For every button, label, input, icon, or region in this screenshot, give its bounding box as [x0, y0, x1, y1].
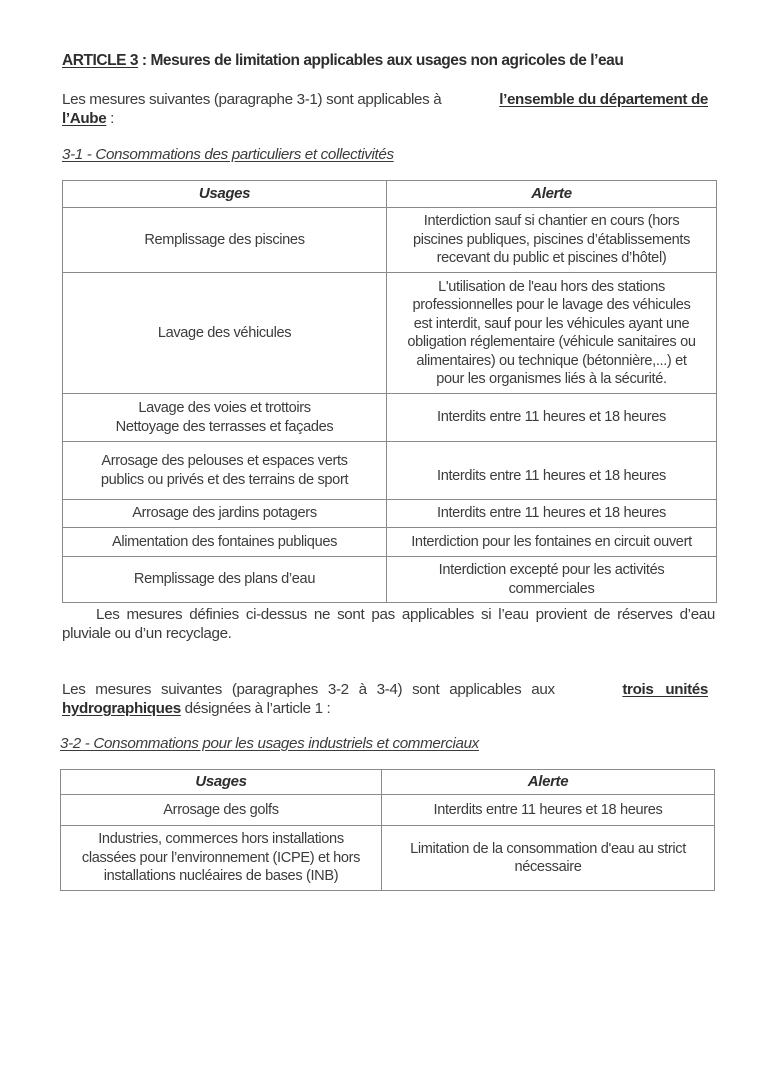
table-row	[61, 795, 715, 826]
table-row	[63, 557, 717, 603]
intro2-text-after: désignées à l’article 1 :	[180, 700, 331, 717]
alerte-text: obligation réglementaire (véhicule sanitaires ou	[407, 334, 696, 350]
table-header-row	[63, 181, 717, 208]
usage-text: classées pour l’environnement (ICPE) et hors	[81, 849, 361, 866]
table-row	[63, 394, 717, 442]
usage-text: publics ou privés et des terrains de sport	[100, 471, 349, 488]
intro1-text: Les mesures suivantes (paragraphe 3-1) sont applicables à	[62, 91, 442, 108]
intro1-emphasis-1: l’ensemble du département de	[499, 91, 708, 108]
intro1-text-after: :	[106, 110, 115, 127]
table-header-row	[61, 770, 715, 795]
intro2-text: Les mesures suivantes (paragraphes 3-2 à 3-4) sont applicables aux	[62, 681, 555, 698]
table-3-2	[60, 769, 715, 891]
usage-cell	[63, 442, 387, 500]
usage-cell	[63, 273, 387, 394]
table-row	[61, 826, 715, 891]
alerte-text: Limitation de la consommation d'eau au strict	[410, 840, 686, 857]
usage-cell	[63, 557, 387, 603]
alerte-text: commerciales	[508, 580, 595, 597]
alerte-cell	[387, 208, 717, 273]
usage-text: Industries, commerces hors installations	[98, 831, 344, 848]
article-title: : Mesures de limitation applicables aux usages non agricoles de l’eau	[138, 52, 624, 69]
usage-cell	[61, 826, 382, 891]
table-row	[63, 500, 717, 528]
alerte-text: pour les organismes liés à la sécurité.	[436, 371, 667, 387]
alerte-text: nécessaire	[514, 859, 582, 875]
intro1-emphasis-2: l’Aube	[62, 110, 107, 127]
usage-text: Arrosage des jardins potagers	[132, 505, 317, 522]
usage-text: Arrosage des pelouses et espaces verts	[101, 453, 348, 469]
usage-text: Lavage des véhicules	[157, 324, 292, 341]
usage-cell	[63, 528, 387, 557]
usage-text: Lavage des voies et trottoirs	[138, 400, 311, 416]
alerte-cell	[387, 442, 717, 500]
usage-text: Alimentation des fontaines publiques	[111, 533, 338, 550]
alerte-text: recevant du public et piscines d’hôtel)	[436, 250, 667, 267]
intro-paragraph-1	[62, 90, 708, 128]
usage-cell	[63, 394, 387, 442]
section-3-1-title: 3-1 - Consommations des particuliers et collectivités	[62, 146, 394, 163]
alerte-cell	[387, 273, 717, 394]
usage-text: Remplissage des piscines	[144, 231, 305, 248]
alerte-cell	[382, 826, 715, 891]
intro2-emphasis-2: hydrographiques	[62, 700, 181, 717]
alerte-cell	[387, 500, 717, 528]
intro-paragraph-2	[62, 680, 708, 718]
usage-text: Nettoyage des terrasses et façades	[115, 418, 334, 435]
note-line-2: pluviale ou d’un recyclage.	[62, 625, 232, 642]
section-3-2-title: 3-2 - Consommations pour les usages industriels et commerciaux	[60, 735, 479, 752]
alerte-cell	[387, 528, 717, 557]
table-note	[62, 605, 715, 643]
table-row	[63, 273, 717, 394]
header-usages: Usages	[63, 181, 387, 208]
table-row	[63, 208, 717, 273]
alerte-cell	[387, 557, 717, 603]
alerte-cell	[387, 394, 717, 442]
article-heading	[62, 51, 623, 70]
usage-text: Remplissage des plans d’eau	[133, 571, 316, 588]
header-alerte: Alerte	[387, 181, 717, 208]
alerte-text: Interdiction excepté pour les activités	[438, 562, 665, 578]
alerte-text: L'utilisation de l'eau hors des stations	[438, 278, 665, 295]
alerte-text: Interdiction pour les fontaines en circuit ouvert	[411, 533, 692, 550]
alerte-text: professionnelles pour le lavage des véhicules	[412, 297, 691, 313]
usage-cell	[61, 795, 382, 826]
table-row	[63, 528, 717, 557]
table-row	[63, 442, 717, 500]
note-line-1: Les mesures définies ci-dessus ne sont pas applicables si l’eau provient de réserves d’eau	[96, 606, 715, 623]
alerte-text: Interdits entre 11 heures et 18 heures	[436, 409, 666, 426]
usage-text: Arrosage des golfs	[163, 801, 279, 818]
header-alerte: Alerte	[382, 770, 715, 795]
table-3-1	[62, 180, 717, 603]
alerte-text: Interdiction sauf si chantier en cours (hors	[423, 213, 680, 230]
alerte-text: Interdits entre 11 heures et 18 heures	[436, 505, 666, 522]
header-usages: Usages	[61, 770, 382, 795]
article-label: ARTICLE 3	[62, 52, 139, 69]
alerte-text: piscines publiques, piscines d’établissements	[412, 231, 691, 248]
usage-cell	[63, 208, 387, 273]
alerte-text: Interdits entre 11 heures et 18 heures	[433, 801, 663, 818]
intro2-emphasis-1: trois unités	[622, 681, 708, 698]
alerte-cell	[382, 795, 715, 826]
alerte-text: est interdit, sauf pour les véhicules ayant une	[413, 315, 690, 332]
usage-text: installations nucléaires de bases (INB)	[103, 868, 339, 885]
alerte-text: Interdits entre 11 heures et 18 heures	[436, 468, 666, 485]
usage-cell	[63, 500, 387, 528]
alerte-text: alimentaires) ou technique (bétonnière,...) et	[416, 352, 687, 369]
